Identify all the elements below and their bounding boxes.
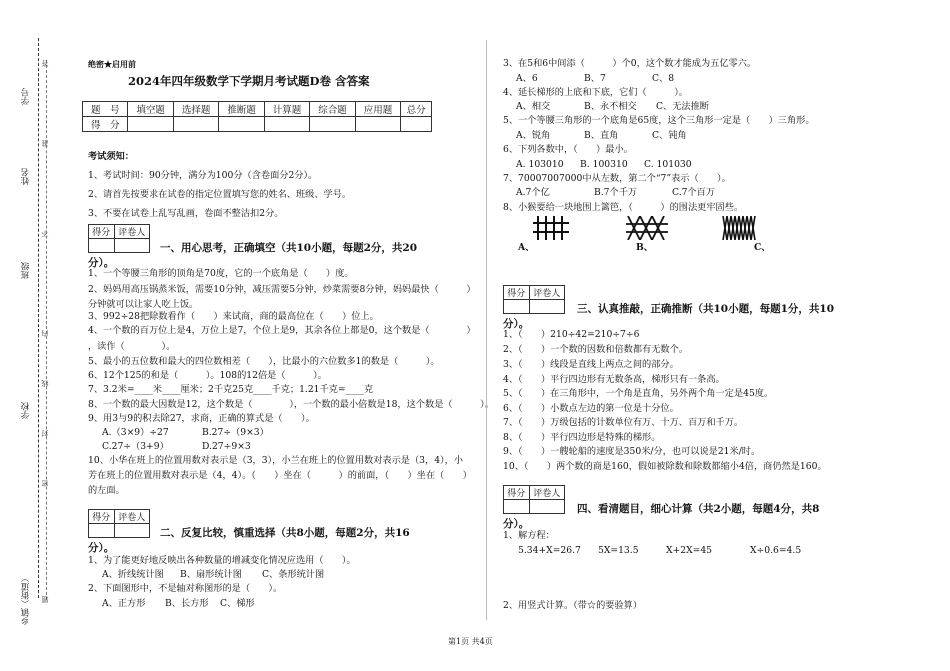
score-cell[interactable] [173,117,218,132]
question-line: 的左面。 [88,485,125,496]
option: C、8 [652,73,675,84]
score-header-cell: 总分 [401,102,432,117]
cut-mark: 线 [41,380,49,387]
notice-item: 3、不要在试卷上乱写乱画，卷面不整洁扣2分。 [88,208,284,219]
margin-label-town: 乡镇（街道） [21,574,31,625]
question-line: 3、在5和6中间添（ ）个0，这个数才能成为五亿零六。 [503,58,757,69]
score-header-cell: 填空题 [128,102,173,117]
section2-title-cont: 分）。 [88,542,115,554]
section1-title: 一、用心思考，正确填空（共10小题，每题2分，共20 [160,242,418,254]
option: B. 100310 [580,159,628,170]
option: A、相交 [516,101,551,112]
notice-title: 考试须知： [88,151,134,162]
judge-item: 3、（ ）线段是直线上两点之间的部分。 [503,359,679,370]
score-cell[interactable] [219,117,264,132]
option: B.7个千万 [594,187,638,198]
option: C、条形统计图 [262,569,325,580]
fence-figure-b [626,216,670,240]
question-line: 8、一个数的最大因数是12，这个数是（ ），一个数的最小倍数是18，这个数是（ ）。 [88,399,494,410]
option: C.27÷（3+9） [102,441,169,452]
grader-score-cell[interactable] [504,500,530,514]
option: C、无法推断 [656,101,709,112]
option: A、锐角 [516,130,551,141]
question-line: 10、小华在班上的位置用数对表示是（3，3），小兰在班上的位置用数对表示是（3，4），小 [88,455,463,466]
grader-name-label: 评卷人 [529,286,565,300]
option: C、 [754,242,771,253]
option: A.（3×9）÷27 [102,427,169,438]
option: B、长方形 [165,598,209,609]
score-header-cell: 计算题 [264,102,309,117]
question-line: 8、小猴要给一块地围上篱笆，（ ）的围法更牢固些。 [503,202,744,213]
score-cell[interactable] [310,117,355,132]
grader-box [88,509,150,538]
notice-item: 1、考试时间：90分钟，满分为100分（含卷面分2分）。 [88,170,318,181]
secret-label: 绝密★启用前 [88,59,136,69]
score-cell[interactable] [355,117,400,132]
equation: 5.34+X=26.7 [518,545,581,556]
question-line: 4、一个数的百万位上是4，万位上是7，个位上是9，其余各位上都是0，这个数是（ ） [88,325,476,336]
option: A. 103010 [516,159,564,170]
question-line: 9、用3与9的积去除27，求商，正确的算式是（ ）。 [88,413,315,424]
judge-item: 9、（ ）一艘轮船的速度是350米/分，也可以说是21米/时。 [503,446,761,457]
equation: 5X=13.5 [598,545,639,556]
section1-title-cont: 分）。 [88,257,115,269]
cut-mark: 题 [41,596,49,603]
column-divider [486,40,487,620]
equation: X+2X=45 [666,545,713,556]
question-line: 5、最小的五位数和最大的四位数相差（ ），比最小的六位数多1的数是（ ）。 [88,356,440,367]
notice-item: 2、请首先按要求在试卷的指定位置填写您的姓名、班级、学号。 [88,189,352,200]
fence-figure-a [532,216,572,240]
score-header-cell: 题 号 [83,102,128,117]
question-line: 芳在班上的位置用数对表示是（4，4）。（ ）坐在（ ）的前面，（ ）坐在（ ） [88,470,472,481]
judge-item: 5、（ ）在三角形中，一个角是直角，另外两个角一定是45度。 [503,388,774,399]
grader-score-cell[interactable] [89,239,115,253]
score-cell[interactable] [128,117,173,132]
margin-label-school: 学校 [21,402,31,419]
section4-title-cont: 分）。 [503,518,530,530]
margin-label-student-id: 学号 [21,88,31,105]
option: C、钝角 [652,130,687,141]
fence-figure-c [722,216,756,240]
grader-name-cell[interactable] [529,300,565,314]
option: B、7 [584,73,606,84]
grader-score-cell[interactable] [504,300,530,314]
question-line: 2、用竖式计算。（带☆的要验算） [503,600,643,611]
question-line: 1、解方程： [503,530,555,541]
cut-mark: 答 [41,60,49,67]
option: B、扇形统计图 [180,569,242,580]
score-cell[interactable] [401,117,432,132]
score-row-label: 得 分 [83,117,128,132]
page-title: 2024年四年级数学下学期月考试题D卷 含答案 [128,74,370,88]
grader-name-cell[interactable] [529,500,565,514]
score-header-cell: 综合题 [310,102,355,117]
option: C.7个百万 [672,187,716,198]
judge-item: 10、（ ）两个数的商是160，假如被除数和除数都缩小4倍，商仍然是160。 [503,461,827,472]
section4-title: 四、看清题目，细心计算（共2小题，每题4分，共8 [577,503,820,515]
score-header-cell: 推断题 [219,102,264,117]
option: A、正方形 [102,598,146,609]
judge-item: 6、（ ）小数点左边的第一位是十分位。 [503,403,679,414]
option: B、永不相交 [584,101,637,112]
margin-label-name: 姓名 [21,168,31,185]
question-line: 1、一个等腰三角形的顶角是70度，它的一个底角是（ ）度。 [88,268,354,279]
grader-score-label: 得分 [89,225,115,239]
cut-mark: 准 [41,140,49,147]
question-line: 4、延长梯形的上底和下底，它们（ ）。 [503,87,688,98]
judge-item: 2、（ ）一个数的因数和倍数都有无数个。 [503,344,688,355]
grader-score-cell[interactable] [89,524,115,538]
question-line: 6、12个125的和是（ ）。108的12倍是（ ）。 [88,370,327,381]
option: A、6 [516,73,538,84]
question-line: ，读作（ ）。 [88,341,176,352]
grader-score-label: 得分 [504,486,530,500]
question-line: 2、下面图形中，不是轴对称图形的是（ ）。 [88,583,283,594]
grader-name-label: 评卷人 [114,225,150,239]
section3-title: 三、认真推敲，正确推断（共10小题，每题1分，共10 [577,303,835,315]
grader-box [88,224,150,253]
score-header-cell: 选择题 [173,102,218,117]
score-header-cell: 应用题 [355,102,400,117]
option: B.27÷（9×3） [202,427,269,438]
judge-item: 8、（ ）平行四边形是特殊的梯形。 [503,432,661,443]
cut-mark: 封 [41,430,49,437]
grader-name-cell[interactable] [114,524,150,538]
option: B、 [636,242,653,253]
grader-score-label: 得分 [89,510,115,524]
question-line: 6、下列各数中，（ ）最小。 [503,144,633,155]
section3-title-cont: 分）。 [503,318,530,330]
equation: X÷0.6=4.5 [750,545,802,556]
question-line: 1、为了能更好地反映出各种数量的增减变化情况应选用（ ）。 [88,555,356,566]
grader-name-label: 评卷人 [529,486,565,500]
option: A、折线统计图 [102,569,164,580]
option: C. 101030 [644,159,692,170]
score-table [82,101,432,132]
grader-score-label: 得分 [504,286,530,300]
grader-name-cell[interactable] [114,239,150,253]
option: B、直角 [584,130,619,141]
grader-box [503,285,565,314]
margin-label-class: 班级 [21,262,31,279]
option: C、梯形 [220,598,255,609]
option: A、 [518,242,535,253]
page-number: 第1页 共4页 [448,637,493,646]
question-line: 2、妈妈用高压锅蒸米饭，需要10分钟，减压需要5分钟，炒菜需要8分钟，妈妈最快（ ） [88,284,476,295]
question-line: 分钟就可以让家人吃上饭。 [88,299,199,310]
option: A.7个亿 [516,187,550,198]
judge-item: 4、（ ）平行四边形有无数条高，梯形只有一条高。 [503,374,725,385]
grader-box [503,485,565,514]
question-line: 3、992÷28把除数看作（ ）来试商，商的最高位在（ ）位上。 [88,311,379,322]
judge-item: 1、（ ）210÷42=210÷7÷6 [503,329,640,340]
judge-item: 7、（ ）万级包括的计数单位有万、十万、百万和千万。 [503,417,744,428]
cut-mark: 密 [41,480,49,487]
cut-mark: 不 [41,230,49,237]
option: D.27÷9×3 [202,441,251,452]
score-cell[interactable] [264,117,309,132]
section2-title: 二、反复比较，慎重选择（共8小题，每题2分，共16 [160,527,410,539]
grader-name-label: 评卷人 [114,510,150,524]
question-line: 7、3.2米=____米____厘米；2千克25克____千克；1.21千克=____克 [88,384,374,395]
question-line: 5、一个等腰三角形的一个底角是65度，这个三角形一定是（ ）三角形。 [503,115,815,126]
cut-mark: 内 [41,330,49,337]
question-line: 7、70007007000中从左数，第二个“7”表示（ ）。 [503,173,731,184]
